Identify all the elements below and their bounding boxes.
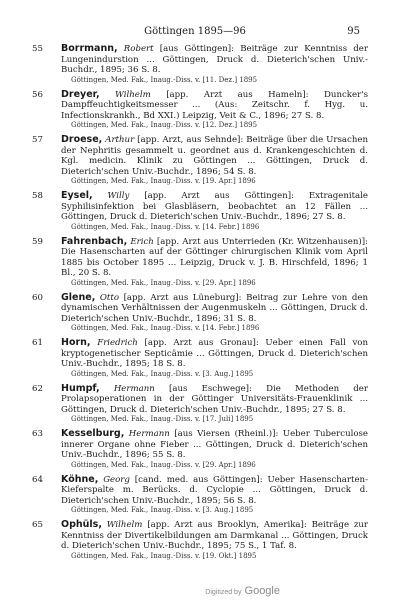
author-surname: Ophüls, (61, 519, 102, 530)
citation-text: [app. Arzt, aus Sehnde]: Beiträge über die Ursachen der Nephritis gesammelt u. geordnet aus d. Krankengeschichten d. Kgl. medicin. Klinik zu Göttingen ... Göttingen, Druck d. Dieterich'schen Univ.-Buchdr., 1896; 54 S. 8. (61, 135, 369, 177)
entry-citation (61, 90, 368, 122)
entry (28, 520, 368, 561)
citation-text: [app. Arzt aus Göttingen]: Extragenitale Syphilisinfektion bei Glasbläsern, beobachtet an 12 Fällen ... Göttingen, Druck d. Dieterich'schen Univ.-Buchdr., 1896; 27 S. 8. (61, 191, 369, 222)
running-head: Göttingen 1895—96 (144, 26, 246, 37)
author-given-name: Hermann (113, 383, 155, 394)
entry-number: 59 (32, 236, 43, 247)
author-surname: Borrmann, (61, 43, 118, 54)
dissertation-note: Göttingen, Med. Fak., Inaug.-Diss. v. [12. Dez.] 1895 (71, 121, 258, 129)
page-header (30, 26, 360, 40)
entry-number: 64 (32, 474, 43, 485)
author-surname: Köhne, (61, 473, 99, 485)
dissertation-note: Göttingen, Med. Fak., Inaug.-Diss. v. [14. Febr.] 1896 (71, 222, 260, 231)
entry-number: 60 (32, 292, 43, 303)
author-given-name: Otto (99, 292, 120, 303)
author-given-name: Hermann (128, 429, 170, 439)
dissertation-note: Göttingen, Med. Fak., Inaug.-Diss. v. [11. Dez.] 1895 (71, 75, 258, 84)
author-surname: Dreyer, (61, 88, 100, 100)
dissertation-note: Göttingen, Med. Fak., Inaug.-Diss. v. [29. Apr.] 1896 (71, 460, 256, 469)
author-given-name: Friedrich (97, 338, 138, 348)
entry-citation (61, 338, 368, 370)
entry (28, 429, 368, 470)
entry-citation (61, 135, 368, 177)
watermark-brand: Google (244, 585, 280, 597)
entry-number: 65 (32, 520, 43, 530)
entry (28, 135, 368, 186)
dissertation-note: Göttingen, Med. Fak., Inaug.-Diss. v. [19. Apr.] 1896 (71, 177, 256, 185)
entry-citation (61, 384, 368, 416)
entry-citation (61, 191, 368, 223)
dissertation-note: Göttingen, Med. Fak., Inaug.-Diss. v. [29. Apr.] 1896 (71, 278, 256, 287)
citation-text: [cand. med. aus Göttingen]: Ueber Hasenscharten-Kieferspalte m. Berücks. d. Cyclopie ... Göttingen, Druck d. Dieterich'schen Univ.-Buchdr., 1895; 56 S. 8. (61, 474, 368, 506)
author-surname: Horn, (61, 337, 91, 348)
dissertation-note: Göttingen, Med. Fak., Inaug.-Diss. v. [3. Aug.] 1895 (71, 506, 254, 514)
entry-number: 63 (32, 429, 43, 439)
author-given-name: Erich (130, 236, 154, 247)
author-given-name: Georg (103, 474, 130, 485)
dissertation-note: Göttingen, Med. Fak., Inaug.-Diss. v. [17. Juli] 1895 (71, 415, 254, 423)
entry-citation (61, 475, 368, 507)
entry-number: 57 (32, 135, 43, 145)
entry-list (28, 44, 368, 566)
citation-text: [aus Viersen (Rheinl.)]: Ueber Tuberculose innerer Organe ohne Fieber ... Göttingen, Druck d. Dieterich'schen Univ.-Buchdr., 1896; 55 S. 8. (61, 429, 369, 460)
entry (28, 191, 368, 232)
entry (28, 384, 368, 425)
author-given-name: Willy (107, 191, 130, 201)
entry-number: 55 (32, 44, 43, 54)
citation-text: [app. Arzt aus Lüneburg]: Beitrag zur Lehre von den dynamischen Verhältnissen der Augenmuskeln ... Göttingen, Druck d. Dieterich'schen Univ.-Buchdr., 1896; 31 S. 8. (61, 292, 369, 324)
author-surname: Eysel, (61, 190, 93, 201)
digitized-watermark (205, 585, 280, 597)
watermark-prefix: Digitized by (205, 589, 242, 596)
entry-citation (61, 520, 368, 552)
author-surname: Droese, (61, 134, 103, 145)
entry (28, 475, 368, 516)
author-surname: Kesselburg, (61, 428, 125, 439)
author-surname: Fahrenbach, (61, 235, 128, 247)
entry (28, 338, 368, 379)
entry-citation (61, 237, 368, 279)
page-number: 95 (347, 26, 360, 37)
author-surname: Glene, (61, 291, 96, 303)
entry-number: 61 (32, 338, 43, 348)
entry (28, 90, 368, 131)
author-given-name: Wilhelm (115, 89, 151, 100)
entry-citation (61, 293, 368, 325)
citation-text: [aus Göttingen]: Beiträge zur Kenntniss der Lungenindurstion ... Göttingen, Druck d. Dieterich'schen Univ.-Buchdr., 1895; 36 S. 8. (61, 44, 368, 75)
entry (28, 237, 368, 288)
entry-citation (61, 429, 368, 461)
dissertation-note: Göttingen, Med. Fak., Inaug.-Diss. v. [19. Okt.] 1895 (71, 551, 257, 560)
entry-number: 58 (32, 191, 43, 201)
citation-text: [app. Arzt aus Hameln]: Duncker's Dampffeuchtigkeitsmesser ... (Aus: Zeitschr. f. Hyg. u. Infectionskrankh., Bd XXI.) Leipzig, Veit & C., 1896; 27 S. 8. (61, 89, 368, 121)
entry-number: 56 (32, 89, 43, 100)
author-given-name: Robert (123, 44, 154, 54)
author-given-name: Arthur (105, 135, 135, 145)
citation-text: [app. Arzt aus Gronau]: Ueber einen Fall von kryptogenetischer Septicämie ... Göttingen, Druck d. Dieterich'schen Univ.-Buchdr., 1895; 18 S. 8. (61, 338, 369, 369)
entry (28, 293, 368, 334)
entry-number: 62 (32, 383, 43, 394)
citation-text: [app. Arzt aus Brooklyn, Amerika]: Beiträge zur Kenntniss der Divertikelbildungen am Darmkanal ... Göttingen, Druck d. Dieterich'schen Univ.-Buchdr., 1895; 75 S., 1 Taf. 8. (61, 520, 369, 551)
citation-text: [app. Arzt aus Unterrieden (Kr. Witzenhausen)]: Die Hasenscharten auf der Göttinger chirurgischen Klinik vom April 1885 bis October 1895 ... Leipzig, Druck v. J. B. Hirschfeld, 1896; 1 Bl., 20 S. 8. (61, 236, 369, 278)
dissertation-note: Göttingen, Med. Fak., Inaug.-Diss. v. [3. Aug.] 1895 (71, 369, 254, 378)
author-given-name: Wilhelm (106, 520, 143, 530)
citation-text: [aus Eschwege]: Die Methoden der Prolapsoperationen in der Göttinger Universitäts-Frauenklinik ... Göttingen, Druck d. Dieterich'schen Univ.-Buchdr., 1895; 27 S. 8. (61, 383, 368, 415)
entry-citation (61, 44, 368, 76)
author-surname: Humpf, (61, 382, 100, 394)
entry (28, 44, 368, 85)
dissertation-note: Göttingen, Med. Fak., Inaug.-Diss. v. [14. Febr.] 1896 (71, 324, 260, 332)
